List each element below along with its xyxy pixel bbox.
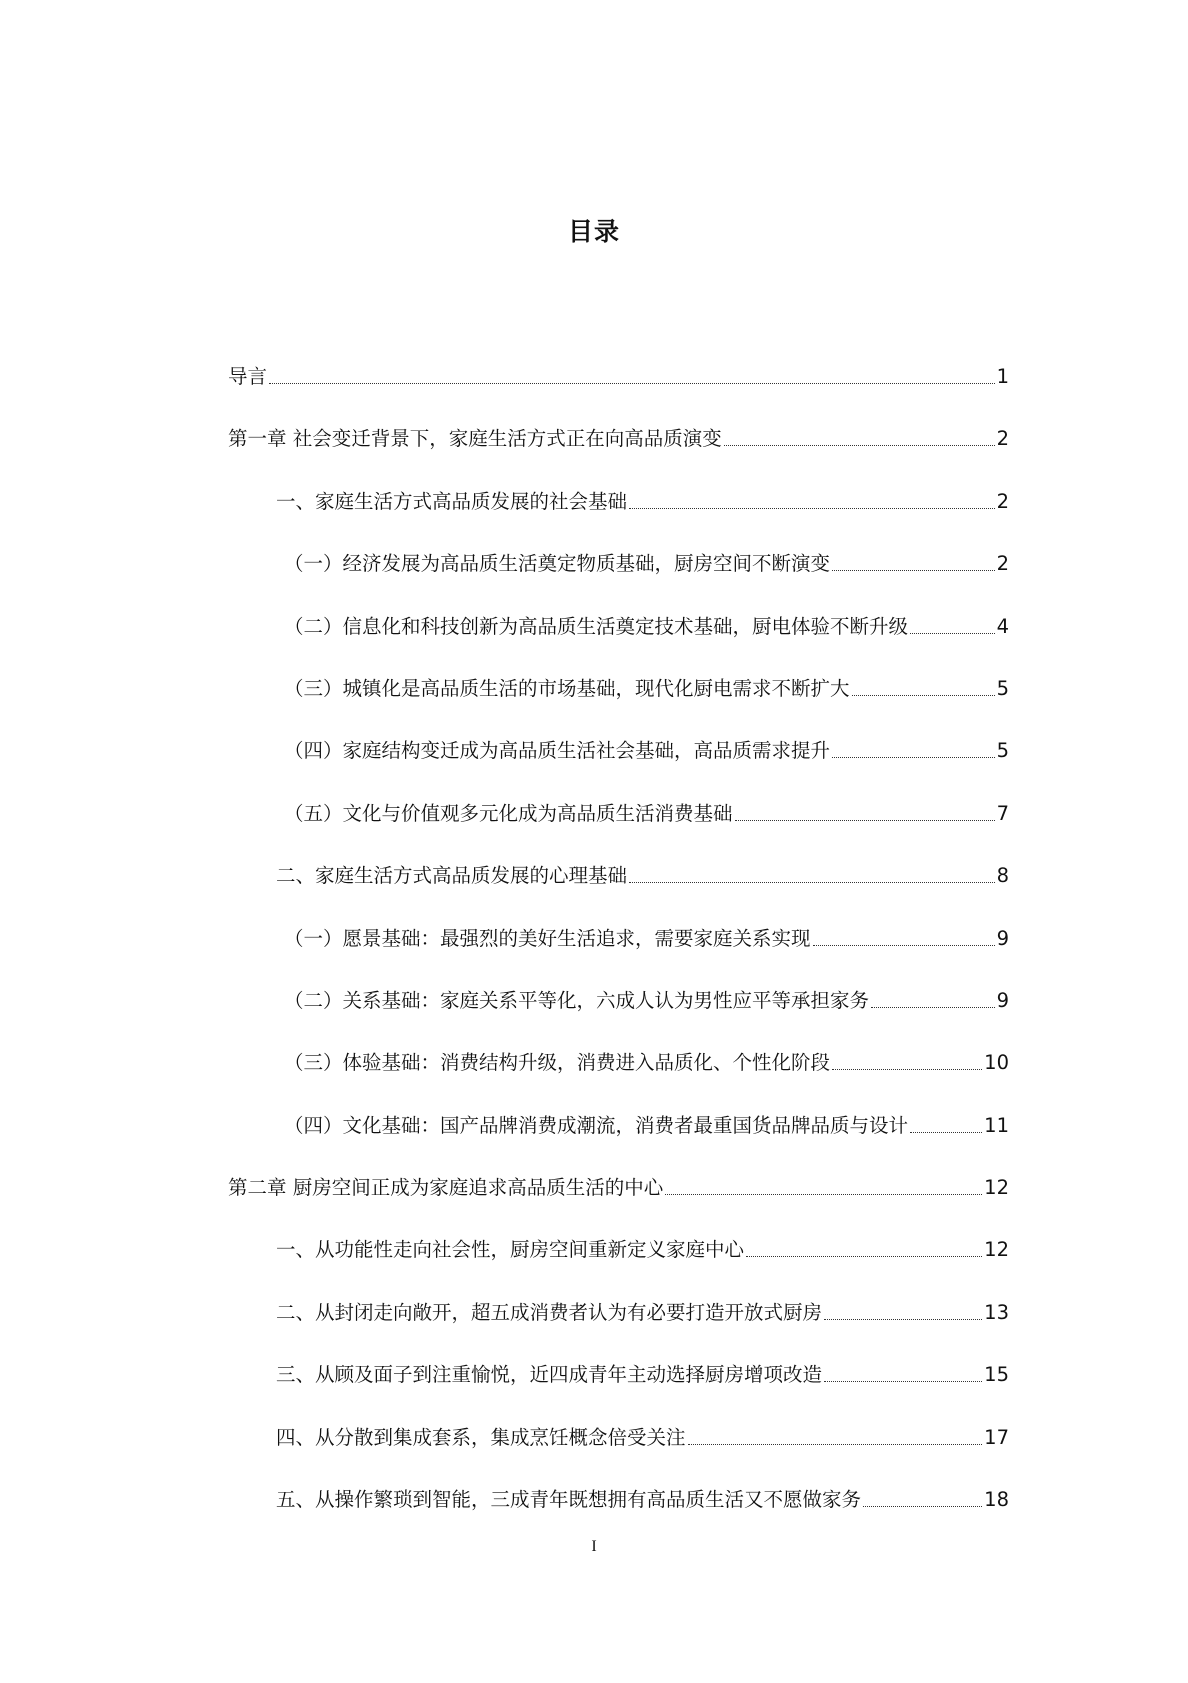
toc-entry-page: 8	[996, 864, 1009, 888]
toc-entry-page: 2	[996, 427, 1009, 451]
toc-entry[interactable]	[228, 862, 1009, 924]
toc-entry[interactable]	[228, 425, 1009, 487]
dot-leader	[824, 1361, 982, 1382]
toc-title: 目录	[567, 217, 620, 246]
page-number: I	[591, 1538, 597, 1555]
toc-entry[interactable]	[228, 550, 1009, 612]
toc-entry[interactable]	[228, 675, 1009, 737]
toc-entry-page: 15	[984, 1363, 1009, 1387]
toc-entry[interactable]	[228, 1236, 1009, 1298]
dot-leader	[832, 1049, 982, 1070]
toc-entry-title: 二、家庭生活方式高品质发展的心理基础	[276, 864, 628, 888]
dot-leader	[269, 363, 995, 384]
table-of-contents	[228, 363, 1009, 1548]
toc-entry[interactable]	[228, 1424, 1009, 1486]
toc-entry-title: （四）家庭结构变迁成为高品质生活社会基础，高品质需求提升	[284, 739, 831, 763]
toc-entry-title: （三）城镇化是高品质生活的市场基础，现代化厨电需求不断扩大	[284, 676, 850, 700]
toc-entry-page: 12	[984, 1238, 1009, 1262]
dot-leader	[688, 1424, 983, 1445]
toc-entry-page: 18	[984, 1488, 1009, 1512]
dot-leader	[629, 862, 995, 883]
toc-entry-title: 五、从操作繁琐到智能，三成青年既想拥有高品质生活又不愿做家务	[276, 1488, 862, 1512]
toc-entry[interactable]	[228, 800, 1009, 862]
toc-entry-page: 11	[984, 1113, 1009, 1137]
toc-entry-page: 9	[996, 926, 1009, 950]
dot-leader	[629, 488, 995, 509]
toc-entry-title: （二）信息化和科技创新为高品质生活奠定技术基础，厨电体验不断升级	[284, 614, 909, 638]
dot-leader	[724, 425, 995, 446]
dot-leader	[910, 613, 995, 634]
toc-entry-title: 一、家庭生活方式高品质发展的社会基础	[276, 489, 628, 513]
dot-leader	[871, 987, 995, 1008]
toc-entry[interactable]	[228, 488, 1009, 550]
toc-entry[interactable]	[228, 1299, 1009, 1361]
toc-entry-title: 导言	[228, 365, 268, 388]
toc-entry-title: （二）关系基础：家庭关系平等化，六成人认为男性应平等承担家务	[284, 988, 870, 1012]
toc-entry-title: （一）经济发展为高品质生活奠定物质基础，厨房空间不断演变	[284, 552, 831, 576]
toc-entry[interactable]	[228, 1361, 1009, 1423]
dot-leader	[910, 1112, 982, 1133]
toc-entry-page: 4	[996, 614, 1009, 638]
dot-leader	[735, 800, 995, 821]
toc-entry-title: （一）愿景基础：最强烈的美好生活追求，需要家庭关系实现	[284, 926, 811, 950]
toc-entry-page: 5	[996, 739, 1009, 763]
toc-entry-title: （四）文化基础：国产品牌消费成潮流，消费者最重国货品牌品质与设计	[284, 1113, 909, 1137]
toc-entry-page: 13	[984, 1300, 1009, 1324]
toc-entry-title: 一、从功能性走向社会性，厨房空间重新定义家庭中心	[276, 1238, 745, 1262]
toc-entry[interactable]	[228, 987, 1009, 1049]
toc-entry-title: 二、从封闭走向敞开，超五成消费者认为有必要打造开放式厨房	[276, 1300, 823, 1324]
dot-leader	[746, 1236, 982, 1257]
toc-entry-page: 5	[996, 676, 1009, 700]
toc-entry[interactable]	[228, 925, 1009, 987]
toc-entry-title: 第二章 厨房空间正成为家庭追求高品质生活的中心	[228, 1176, 664, 1200]
toc-entry[interactable]	[228, 1174, 1009, 1236]
toc-entry[interactable]	[228, 1049, 1009, 1111]
toc-entry-page: 12	[984, 1176, 1009, 1200]
toc-entry-title: （三）体验基础：消费结构升级，消费进入品质化、个性化阶段	[284, 1051, 831, 1075]
toc-entry[interactable]	[228, 737, 1009, 799]
dot-leader	[813, 925, 995, 946]
dot-leader	[832, 737, 995, 758]
toc-entry-page: 7	[996, 801, 1009, 825]
toc-entry-title: （五）文化与价值观多元化成为高品质生活消费基础	[284, 801, 733, 825]
toc-entry[interactable]	[228, 613, 1009, 675]
toc-entry[interactable]	[228, 363, 1009, 425]
toc-entry-page: 2	[996, 552, 1009, 576]
toc-entry-page: 1	[996, 365, 1009, 388]
toc-entry-title: 四、从分散到集成套系，集成烹饪概念倍受关注	[276, 1425, 686, 1449]
toc-entry-page: 17	[984, 1425, 1009, 1449]
dot-leader	[852, 675, 995, 696]
dot-leader	[863, 1486, 982, 1507]
toc-entry-title: 第一章 社会变迁背景下，家庭生活方式正在向高品质演变	[228, 427, 722, 451]
toc-entry[interactable]	[228, 1112, 1009, 1174]
dot-leader	[832, 550, 995, 571]
toc-entry-title: 三、从顾及面子到注重愉悦，近四成青年主动选择厨房增项改造	[276, 1363, 823, 1387]
toc-entry-page: 10	[984, 1051, 1009, 1075]
dot-leader	[824, 1299, 982, 1320]
toc-entry-page: 9	[996, 988, 1009, 1012]
toc-entry-page: 2	[996, 489, 1009, 513]
dot-leader	[665, 1174, 982, 1195]
